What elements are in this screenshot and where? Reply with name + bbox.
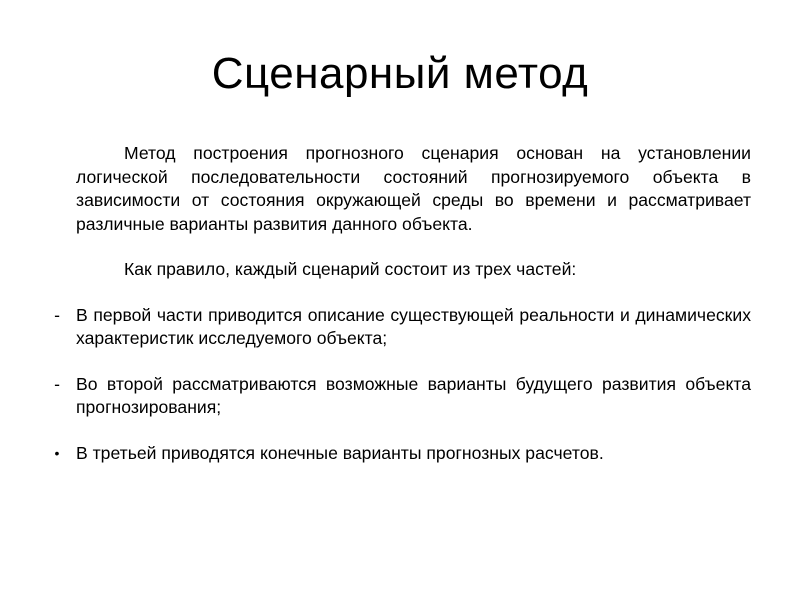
parts-list bbox=[54, 304, 751, 466]
slide-body bbox=[54, 142, 751, 487]
intro-paragraph: Метод построения прогнозного сценария основан на установлении логической последовательности состояний прогнозируемого объекта в зависимости от состояния окружающей среды во времени и рассматривает различные варианты развития данного объекта. bbox=[76, 143, 751, 234]
dash-marker: - bbox=[54, 373, 60, 394]
lead-paragraph: Как правило, каждый сценарий состоит из трех частей: bbox=[124, 259, 577, 279]
bullet-marker: • bbox=[54, 444, 60, 461]
list-item-text: Во второй рассматриваются возможные варианты будущего развития объекта прогнозирования; bbox=[76, 373, 751, 417]
list-item-text: В третьей приводятся конечные варианты прогнозных расчетов. bbox=[76, 442, 604, 463]
dash-marker: - bbox=[54, 304, 60, 325]
list-item bbox=[54, 373, 751, 420]
list-item bbox=[54, 442, 751, 466]
list-item-text: В первой части приводится описание существующей реальности и динамических характеристик исследуемого объекта; bbox=[76, 304, 751, 348]
slide-title: Сценарный метод bbox=[211, 49, 589, 98]
list-item bbox=[54, 304, 751, 351]
